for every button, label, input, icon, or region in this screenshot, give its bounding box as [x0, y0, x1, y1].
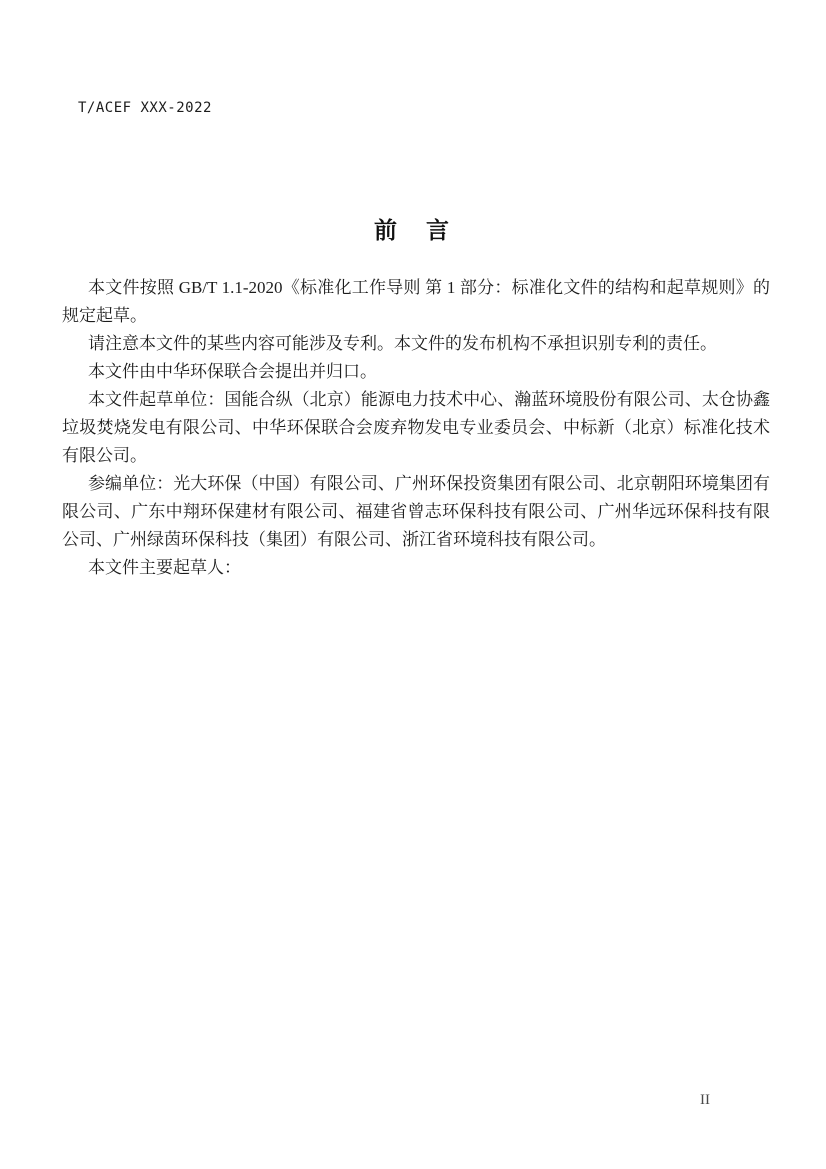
- foreword-paragraph-drafting-organizations: 本文件起草单位：国能合纵（北京）能源电力技术中心、瀚蓝环境股份有限公司、太仓协鑫垃圾焚烧发电有限公司、中华环保联合会废弃物发电专业委员会、中标新（北京）标准化技术有限公司。: [62, 390, 770, 465]
- document-number-header: T/ACEF XXX-2022: [78, 100, 212, 116]
- foreword-title: 前 言: [374, 217, 452, 244]
- foreword-paragraph-participating-organizations: 参编单位：光大环保（中国）有限公司、广州环保投资集团有限公司、北京朝阳环境集团有限公司、广东中翔环保建材有限公司、福建省曾志环保科技有限公司、广州华远环保科技有限公司、广州绿茵环保科技（集团）有限公司、浙江省环境科技有限公司。: [62, 474, 770, 549]
- foreword-paragraph-proposing-body: 本文件由中华环保联合会提出并归口。: [88, 362, 377, 381]
- foreword-paragraph-drafting-rules: 本文件按照 GB/T 1.1-2020《标准化工作导则 第 1 部分：标准化文件的结构和起草规则》的规定起草。: [62, 278, 770, 325]
- foreword-paragraph-patent-notice: 请注意本文件的某些内容可能涉及专利。本文件的发布机构不承担识别专利的责任。: [88, 334, 717, 353]
- foreword-paragraph-main-drafters: 本文件主要起草人：: [88, 558, 241, 577]
- page-number: II: [700, 1092, 710, 1108]
- foreword-body: [62, 274, 770, 582]
